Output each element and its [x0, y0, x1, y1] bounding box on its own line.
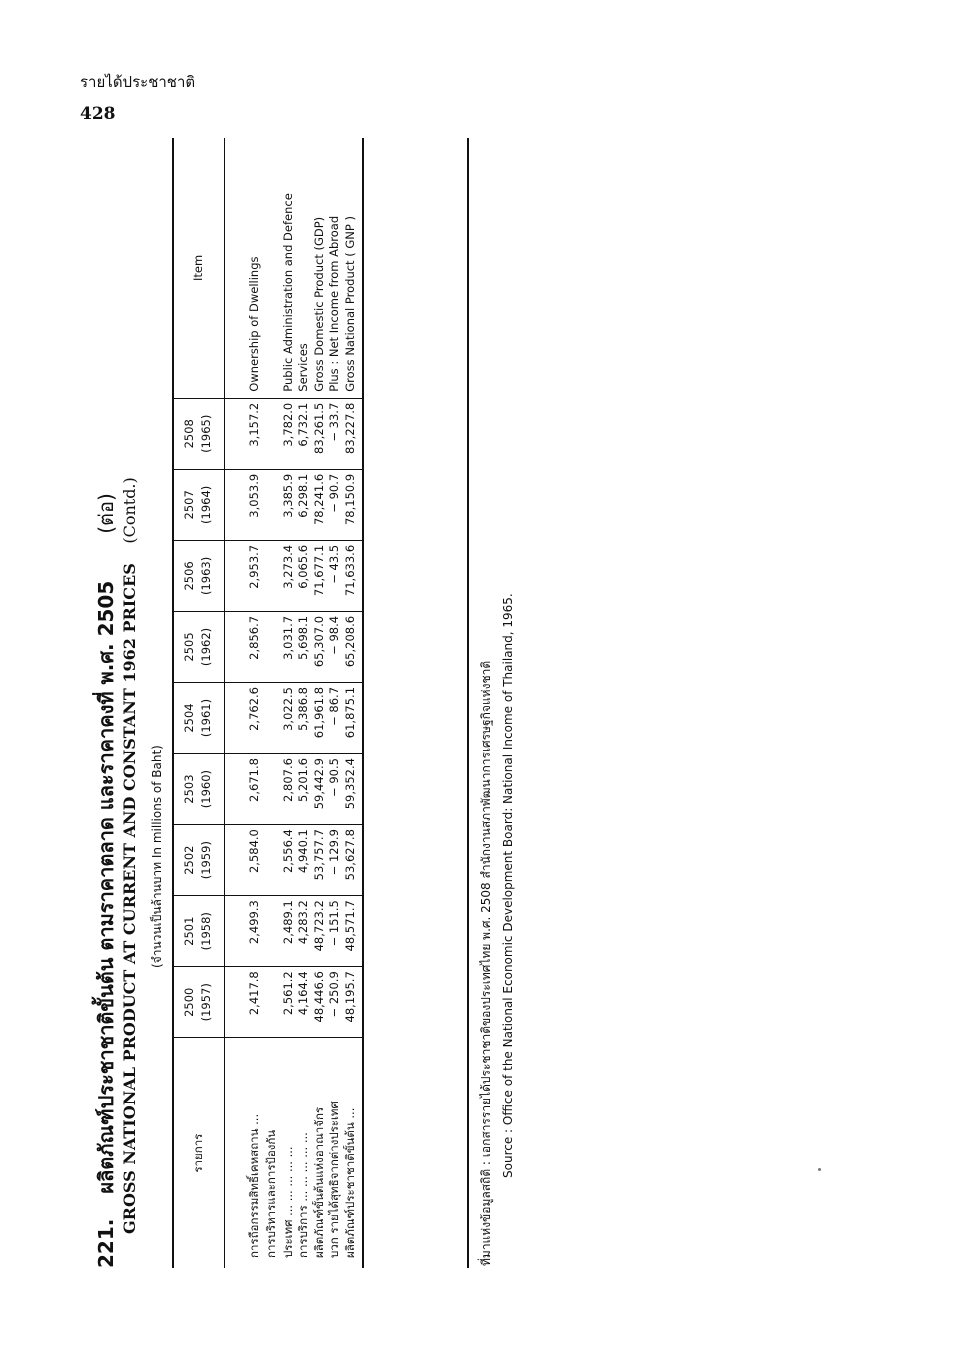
cell-value: 4,164.4 — [296, 967, 312, 1038]
cell-value: 6,065.6 — [296, 540, 312, 611]
cell-value: − 86.7 — [327, 682, 343, 753]
cell-value: 83,227.8 — [343, 398, 365, 469]
header-year-2507: 2507 (1964) — [172, 469, 225, 540]
title-english-contd: (Contd.) — [120, 477, 139, 544]
unit-note: (จำนวนเป็นล้านบาท In millions of Baht) — [150, 745, 164, 968]
cell-value: 48,571.7 — [343, 896, 365, 967]
cell-value: 71,633.6 — [343, 540, 365, 611]
cell-value: 2,556.4 — [281, 825, 297, 896]
header-year-2505: 2505 (1962) — [172, 611, 225, 682]
source-thai: ที่มาแห่งข้อมูลสถิติ : เอกสารรายได้ประชาชาติของประเทศไทย พ.ศ. 2508 สำนักงานสภาพัฒนาการเศรษฐกิจแห่งชาติ — [479, 660, 493, 1266]
header-item-thai: รายการ — [172, 1038, 225, 1268]
source-english: Source : Office of the National Economic Development Board: National Income of Thailand, 1965. — [501, 593, 515, 1178]
sources-block — [467, 138, 515, 1268]
cell-value: 2,489.1 — [281, 896, 297, 967]
table-number: 221. — [94, 1218, 118, 1268]
row-label-english: Public Administration and Defence — [281, 138, 297, 398]
cell-value: 78,150.9 — [343, 469, 365, 540]
cell-value: 3,022.5 — [281, 682, 297, 753]
row-label-thai: การบริหารและการป้องกัน — [263, 1129, 278, 1258]
section-label: รายได้ประชาชาติ — [80, 73, 196, 91]
cell-value: − 43.5 — [327, 540, 343, 611]
row-label-thai: การบริการ ... ... ... ... ... — [296, 1132, 310, 1258]
row-label-thai: ประเทศ ... ... ... ... ... — [280, 1146, 295, 1258]
header-year-2504: 2504 (1961) — [172, 682, 225, 753]
cell-value: − 129.9 — [327, 825, 343, 896]
cell-value: 2,671.8 — [225, 754, 263, 825]
header-year-2502: 2502 (1959) — [172, 825, 225, 896]
row-label-thai: ผลิตภัณฑ์ประชาชาติขั้นต้น ... — [342, 1107, 357, 1258]
cell-value: 83,261.5 — [312, 398, 328, 469]
cell-value: − 90.5 — [327, 754, 343, 825]
print-speck — [818, 1168, 821, 1171]
row-label-thai: บวก รายได้สุทธิจากต่างประเทศ — [327, 1101, 341, 1258]
row-label-english: Services — [296, 138, 312, 398]
cell-value: − 98.4 — [327, 611, 343, 682]
header-year-2506: 2506 (1963) — [172, 540, 225, 611]
cell-value: 48,195.7 — [343, 967, 365, 1038]
cell-value: 53,757.7 — [312, 825, 328, 896]
cell-value: 3,273.4 — [281, 540, 297, 611]
cell-value: 71,677.1 — [312, 540, 328, 611]
cell-value: − 90.7 — [327, 469, 343, 540]
cell-value: 65,208.6 — [343, 611, 365, 682]
cell-value: 3,157.2 — [225, 398, 263, 469]
row-label-thai: ผลิตภัณฑ์ขั้นต้นแห่งอาณาจักร — [311, 1106, 326, 1258]
cell-value: 6,298.1 — [296, 469, 312, 540]
cell-value: 48,723.2 — [312, 896, 328, 967]
cell-value: 53,627.8 — [343, 825, 365, 896]
cell-value: − 250.9 — [327, 967, 343, 1038]
cell-value: 59,442.9 — [312, 754, 328, 825]
cell-value: 5,201.6 — [296, 754, 312, 825]
header-item-english: Item — [172, 138, 225, 398]
cell-value: 78,241.6 — [312, 469, 328, 540]
cell-value: 3,031.7 — [281, 611, 297, 682]
title-thai-text: ผลิตภัณฑ์ประชาชาติขั้นต้น ตามราคาตลาด และราคาคงที่ พ.ศ. 2505 — [94, 580, 118, 1194]
cell-value: 4,283.2 — [296, 896, 312, 967]
row-services — [296, 138, 312, 1268]
cell-value: 3,053.9 — [225, 469, 263, 540]
cell-value: 65,307.0 — [312, 611, 328, 682]
cell-value: − 33.7 — [327, 398, 343, 469]
row-label-english: Gross Domestic Product (GDP) — [312, 138, 328, 398]
row-public-admin-line1 — [263, 138, 281, 1268]
cell-value: 6,732.1 — [296, 398, 312, 469]
cell-value: 2,856.7 — [225, 611, 263, 682]
cell-value: 2,561.2 — [281, 967, 297, 1038]
cell-value: 2,953.7 — [225, 540, 263, 611]
cell-value: 61,875.1 — [343, 682, 365, 753]
cell-value: 2,584.0 — [225, 825, 263, 896]
row-ownership-of-dwellings — [225, 138, 263, 1268]
row-gross-domestic-product — [312, 138, 328, 1268]
cell-value: 59,352.4 — [343, 754, 365, 825]
gnp-table — [172, 138, 364, 1268]
cell-value: 2,762.6 — [225, 682, 263, 753]
cell-value: 3,782.0 — [281, 398, 297, 469]
title-english-text: GROSS NATIONAL PRODUCT AT CURRENT AND CONSTANT 1962 PRICES — [120, 563, 139, 1234]
row-public-administration-and-defence — [281, 138, 297, 1268]
table-frame — [172, 138, 364, 1268]
cell-value: 61,961.8 — [312, 682, 328, 753]
table-title-english — [120, 104, 139, 1234]
table-header-row — [172, 138, 225, 1268]
cell-value: 48,446.6 — [312, 967, 328, 1038]
cell-value: 2,499.3 — [225, 896, 263, 967]
cell-value: − 151.5 — [327, 896, 343, 967]
rotated-table-block — [82, 138, 522, 1268]
header-year-2503: 2503 (1960) — [172, 754, 225, 825]
cell-value: 3,385.9 — [281, 469, 297, 540]
cell-value: 2,417.8 — [225, 967, 263, 1038]
cell-value: 5,386.8 — [296, 682, 312, 753]
title-thai-contd: (ต่อ) — [94, 493, 118, 534]
row-label-english: Gross National Product ( GNP ) — [343, 138, 365, 398]
row-net-income-from-abroad — [327, 138, 343, 1268]
header-year-2500: 2500 (1957) — [172, 967, 225, 1038]
row-gross-national-product — [343, 138, 365, 1268]
header-year-2508: 2508 (1965) — [172, 398, 225, 469]
page-number: 428 — [80, 104, 116, 124]
header-year-2501: 2501 (1958) — [172, 896, 225, 967]
row-label-thai: การถือกรรมสิทธิ์เคหสถาน ... — [247, 1113, 261, 1258]
row-label-english: Ownership of Dwellings — [225, 138, 263, 398]
row-label-english: Plus : Net Income from Abroad — [327, 138, 343, 398]
cell-value: 5,698.1 — [296, 611, 312, 682]
cell-value: 4,940.1 — [296, 825, 312, 896]
cell-value: 2,807.6 — [281, 754, 297, 825]
table-title-thai — [90, 138, 122, 1268]
